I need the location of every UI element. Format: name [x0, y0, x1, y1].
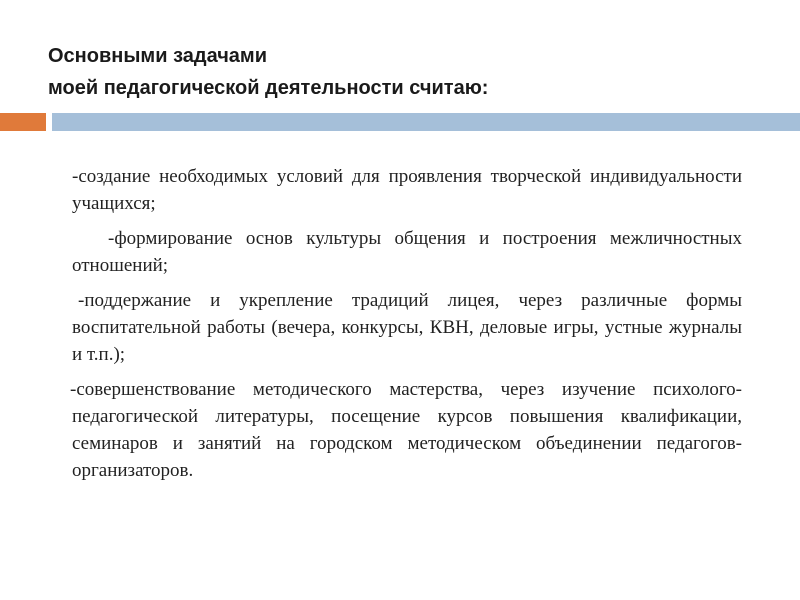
task-item-methodical-skills: -совершенствование методического мастерства, через изучение психолого-педагогической литературы, посещение курсов повышения квалификации, семинаров и занятий на городском методическом объединении педагогов-организаторов.: [70, 379, 742, 481]
slide-title: [48, 40, 768, 104]
task-list: [72, 163, 742, 492]
accent-bar-orange: [0, 113, 46, 131]
title-line-2: моей педагогической деятельности считаю:: [48, 77, 489, 99]
task-item-conditions: -создание необходимых условий для проявления творческой индивидуальности учащихся;: [72, 166, 742, 214]
task-item-lyceum-traditions: -поддержание и укрепление традиций лицея, через различные формы воспитательной работы (вечера, конкурсы, КВН, деловые игры, устные журналы и т.п.);: [72, 290, 742, 365]
title-line-1: Основными задачами: [48, 45, 268, 67]
accent-bar-blue: [52, 113, 800, 131]
task-item-communication-culture: -формирование основ культуры общения и построения межличностных отношений;: [72, 228, 742, 276]
